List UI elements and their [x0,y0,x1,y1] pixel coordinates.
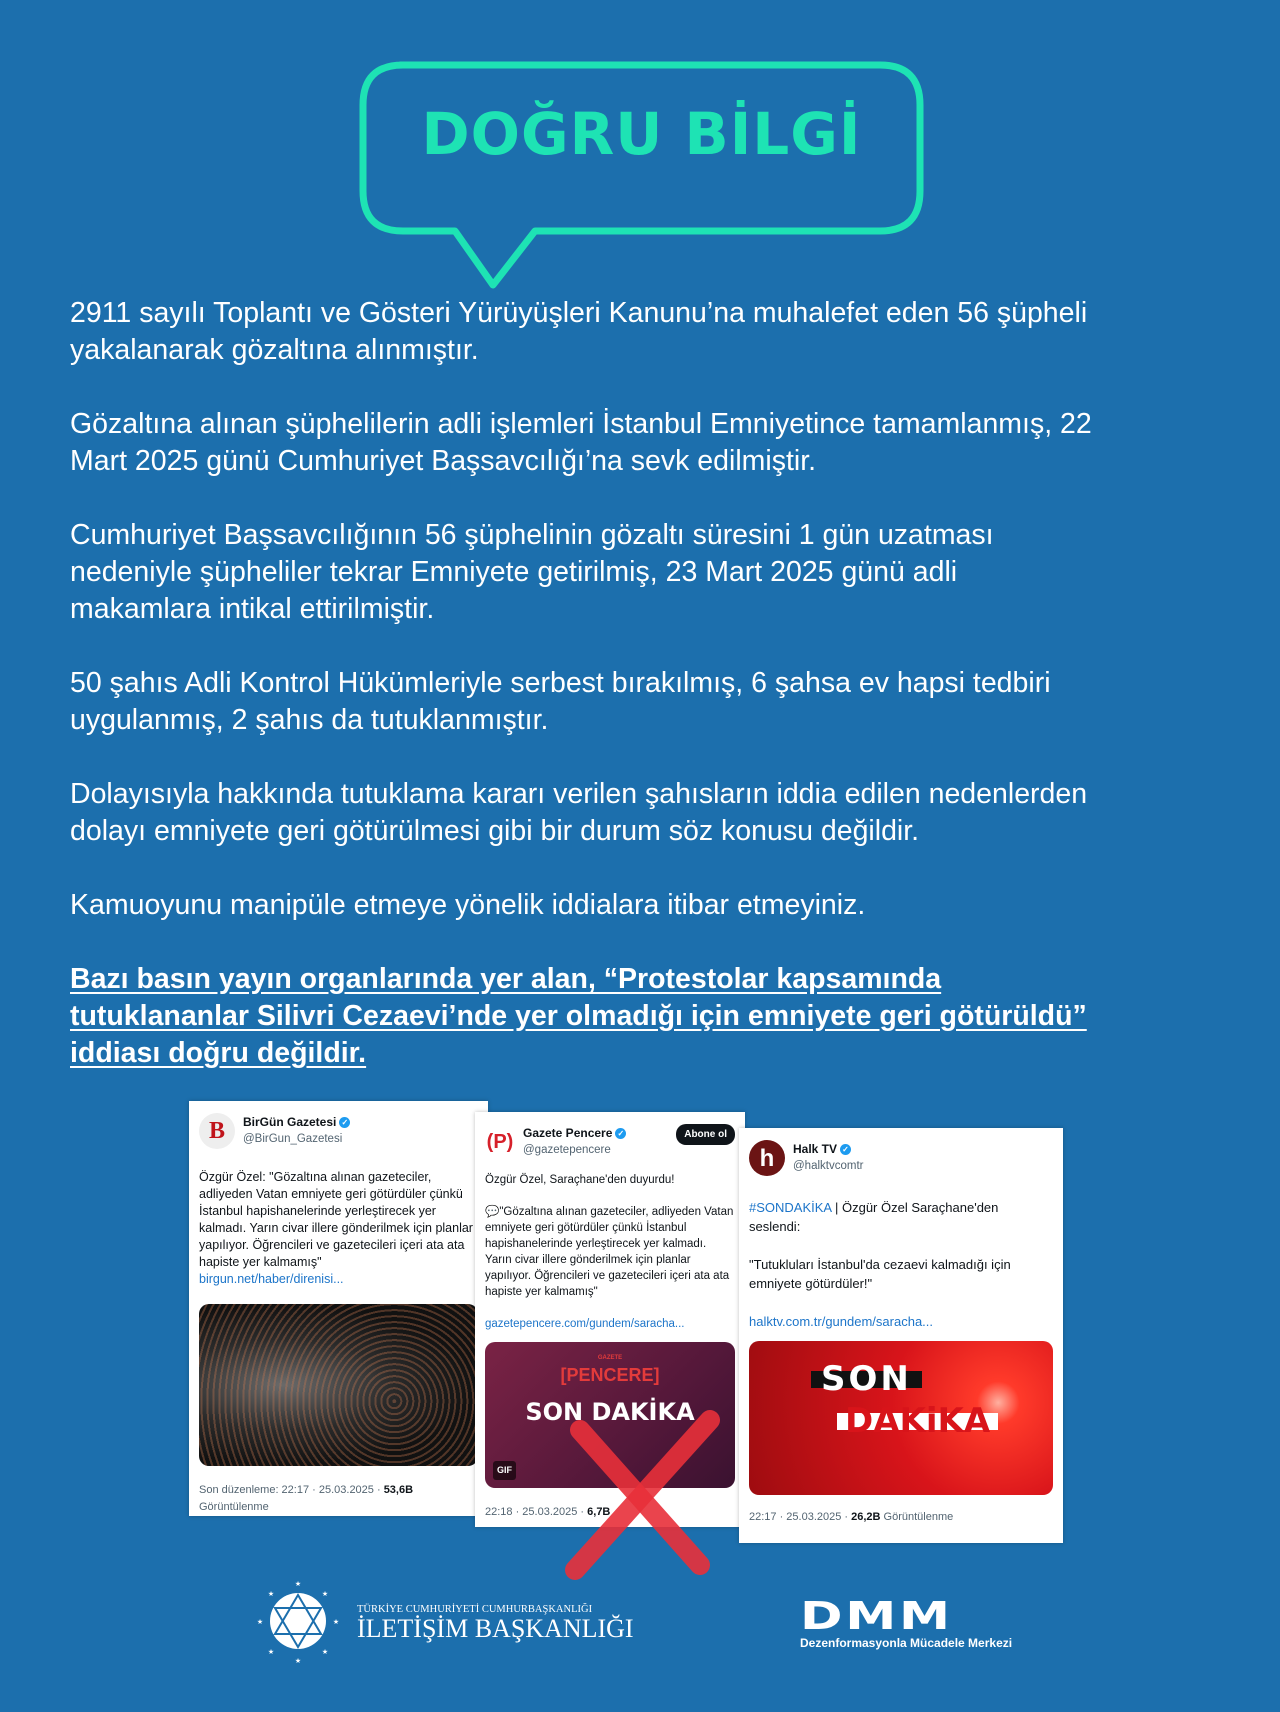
paragraph-line: Mart 2025 günü Cumhuriyet Başsavcılığı’na sevk edilmiştir. [70,445,817,477]
dmm-logo: DMM Dezenformasyonla Mücadele Merkezi [800,1594,1013,1650]
red-x-cross-icon [560,1410,720,1580]
verified-icon: ✓ [339,1117,350,1128]
crowd-photo [199,1304,478,1466]
paragraph [70,295,1230,369]
paragraph [70,517,1230,628]
statement-body [70,295,1230,1109]
pencere-avatar: (P) [486,1130,514,1153]
subscribe-button[interactable]: Abone ol [676,1124,735,1145]
iletisim-baskanligi-logo-text: TÜRKİYE CUMHURİYETİ CUMHURBAŞKANLIĞI İLETİŞİM BAŞKANLIĞI [357,1604,634,1643]
paragraph-line: Kamuoyunu manipüle etmeye yönelik iddialara itibar etmeyiniz. [70,889,866,921]
son-dakika-image: SON DAKiKA [749,1341,1053,1495]
svg-text:★: ★ [267,1649,275,1656]
paragraph-line: Dolayısıyla hakkında tutuklama kararı verilen şahısların iddia edilen nedenlerden [70,778,1088,810]
iletisim-baskanligi-emblem-icon [255,1578,341,1664]
paragraph-line: 50 şahıs Adli Kontrol Hükümleriyle serbest bırakılmış, 6 şahsa ev hapsi tedbiri [70,667,1051,699]
speech-bubble-icon: 💬 [485,1206,500,1218]
paragraph [70,887,1230,924]
svg-text:★: ★ [332,1619,340,1626]
paragraph-line: Cumhuriyet Başsavcılığının 56 şüphelinin gözaltı süresini 1 gün uzatması [70,519,994,551]
svg-text:★: ★ [267,1591,275,1598]
paragraph-line: dolayı emniyete geri götürülmesi gibi bir durum söz konusu değildir. [70,815,920,847]
paragraph [70,776,1230,850]
svg-text:★: ★ [294,1581,302,1588]
svg-text:★: ★ [294,1658,302,1664]
tweet-link[interactable]: gazetepencere.com/gundem/saracha... [485,1318,685,1330]
paragraph-line: yakalanarak gözaltına alınmıştır. [70,334,479,366]
tweet-card-gazete-pencere: (P) Gazete Pencere ✓ @gazetepencere Abone ol Özgür Özel, Saraçhane'den duyurdu! 💬"Gözaltına alınan gazeteciler, adliyeden Vatan emniyete geri götürdüler çünkü İstanbul hapishanelerinde yerleştirecek yer kalmadı. Yarın civar illere gönderilmek için planlar yapılıyor. Öğrencileri ve gazetecileri içeri ata ata hapiste yer kalmamış" gazetepencere.com/gundem/saracha... GAZETE [PENCERE] SON DAKİKA GIF 22:18 · 25.03.2025 · 6,7B [475,1112,745,1527]
paragraph [70,665,1230,739]
paragraph [70,406,1230,480]
verified-icon: ✓ [840,1144,851,1155]
paragraph-line: makamlara intikal ettirilmiştir. [70,593,435,625]
tweet-card-birgun: B BirGün Gazetesi ✓ @BirGun_Gazetesi Özgür Özel: "Gözaltına alınan gazeteciler, adliyeden Vatan emniyete geri götürdüler çünkü İstanbul hapishanelerinde yerleştirecek yer kalmadı. Yarın civar illere gönderilmek için planlar yapılıyor. Öğrencileri ve gazetecileri içeri ata ata hapiste yer kalmamış" birgun.net/haber/direnisi... Son düzenleme: 22:17 · 25.03.2025 · 53,6B Görüntülenme [189,1101,488,1516]
false-claim-statement: Bazı basın yayın organlarında yer alan, “Protestolar kapsamında tutuklananlar Silivri Cezaevi’nde yer olmadığı için emniyete geri götürüldü” iddiası doğru değildir. [70,963,1087,1069]
son-dakika-gif: GAZETE [PENCERE] SON DAKİKA GIF [485,1342,735,1488]
tweet-card-halk-tv: h Halk TV ✓ @halktvcomtr #SONDAKİKA | Özgür Özel Saraçhane'den seslendi: "Tutukluları İstanbul'da cezaevi kalmadığı için emniyete götürdüler!" halktv.com.tr/gundem/saracha... SON DAKiKA 22:17 · 25.03.2025 · 26,2B Görüntülenme [739,1128,1063,1543]
hashtag-link[interactable]: #SONDAKİKA [749,1200,832,1215]
paragraph-line: 2911 sayılı Toplantı ve Gösteri Yürüyüşleri Kanunu’na muhalefet eden 56 şüpheli [70,297,1088,329]
paragraph-line: Gözaltına alınan şüphelilerin adli işlemleri İstanbul Emniyetince tamamlanmış, 22 [70,408,1092,440]
birgun-avatar: B [199,1113,235,1149]
tweet-link[interactable]: birgun.net/haber/direnisi... [199,1272,344,1286]
svg-text:★: ★ [321,1649,329,1656]
svg-text:★: ★ [321,1591,329,1598]
paragraph-line: nedeniyle şüpheliler tekrar Emniyete getirilmiş, 23 Mart 2025 günü adli [70,556,958,588]
page-title: DOĞRU BİLGİ [421,100,862,168]
verified-icon: ✓ [615,1128,626,1139]
halktv-avatar: h [749,1140,785,1176]
svg-text:★: ★ [256,1619,264,1626]
paragraph-line: uygulanmış, 2 şahıs da tutuklanmıştır. [70,704,549,736]
tweet-link[interactable]: halktv.com.tr/gundem/saracha... [749,1314,934,1329]
